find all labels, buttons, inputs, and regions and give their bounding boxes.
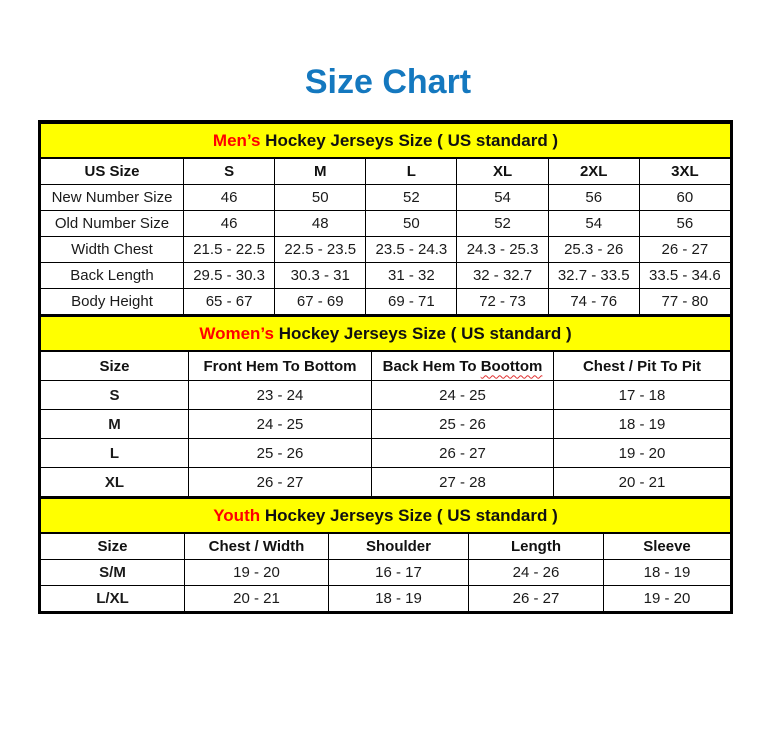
table-row [41, 586, 731, 612]
column-header: Sleeve [604, 533, 731, 560]
column-header: Size [41, 351, 189, 381]
table-cell: 56 [639, 211, 730, 237]
table-row [41, 237, 731, 263]
mens-header-row [41, 158, 731, 185]
table-cell: 26 - 27 [469, 586, 604, 612]
table-cell: 33.5 - 34.6 [639, 263, 730, 289]
table-cell: 69 - 71 [366, 289, 457, 315]
womens-heading-row [41, 316, 731, 351]
table-row [41, 439, 731, 468]
youth-size-table [40, 497, 731, 612]
row-label: M [41, 410, 189, 439]
womens-heading-highlight: Women’s [199, 323, 274, 343]
column-header: Shoulder [329, 533, 469, 560]
mens-section-heading [41, 123, 731, 158]
table-cell: 30.3 - 31 [275, 263, 366, 289]
size-chart-tables [38, 120, 733, 614]
table-cell: 20 - 21 [185, 586, 329, 612]
table-cell: 16 - 17 [329, 560, 469, 586]
table-cell: 25 - 26 [189, 439, 372, 468]
misspelled-word: Boottom [480, 357, 543, 375]
table-cell: 23.5 - 24.3 [366, 237, 457, 263]
youth-section-heading [41, 498, 731, 533]
mens-heading-row [41, 123, 731, 158]
table-cell: 23 - 24 [189, 381, 372, 410]
table-cell: 26 - 27 [372, 439, 554, 468]
table-row [41, 263, 731, 289]
table-cell: 67 - 69 [275, 289, 366, 315]
row-label: Body Height [41, 289, 184, 315]
table-row [41, 410, 731, 439]
table-cell: 17 - 18 [554, 381, 731, 410]
youth-header-row [41, 533, 731, 560]
column-header: Front Hem To Bottom [189, 351, 372, 381]
table-row [41, 560, 731, 586]
column-header: S [184, 158, 275, 185]
table-cell: 54 [548, 211, 639, 237]
table-cell: 24 - 25 [372, 381, 554, 410]
table-cell: 24 - 25 [189, 410, 372, 439]
table-row [41, 185, 731, 211]
table-cell: 54 [457, 185, 548, 211]
mens-size-table [40, 122, 731, 315]
table-cell: 19 - 20 [604, 586, 731, 612]
table-cell: 77 - 80 [639, 289, 730, 315]
row-label: Old Number Size [41, 211, 184, 237]
row-label: S/M [41, 560, 185, 586]
table-cell: 32.7 - 33.5 [548, 263, 639, 289]
column-header: Chest / Pit To Pit [554, 351, 731, 381]
table-cell: 65 - 67 [184, 289, 275, 315]
table-cell: 22.5 - 23.5 [275, 237, 366, 263]
column-header: 3XL [639, 158, 730, 185]
table-cell: 32 - 32.7 [457, 263, 548, 289]
table-cell: 18 - 19 [554, 410, 731, 439]
row-label: Back Length [41, 263, 184, 289]
table-cell: 20 - 21 [554, 468, 731, 497]
column-header: XL [457, 158, 548, 185]
row-label: S [41, 381, 189, 410]
youth-heading-rest: Hockey Jerseys Size ( US standard ) [260, 505, 558, 525]
table-cell: 19 - 20 [185, 560, 329, 586]
column-header: Chest / Width [185, 533, 329, 560]
mens-heading-rest: Hockey Jerseys Size ( US standard ) [260, 130, 559, 150]
table-row [41, 468, 731, 497]
row-label: New Number Size [41, 185, 184, 211]
table-cell: 46 [184, 185, 275, 211]
table-cell: 50 [366, 211, 457, 237]
column-header: M [275, 158, 366, 185]
table-cell: 50 [275, 185, 366, 211]
table-cell: 19 - 20 [554, 439, 731, 468]
womens-header-row [41, 351, 731, 381]
table-cell: 60 [639, 185, 730, 211]
table-cell: 24.3 - 25.3 [457, 237, 548, 263]
row-label: L [41, 439, 189, 468]
table-cell: 21.5 - 22.5 [184, 237, 275, 263]
table-cell: 25 - 26 [372, 410, 554, 439]
table-cell: 18 - 19 [329, 586, 469, 612]
table-row [41, 381, 731, 410]
table-cell: 25.3 - 26 [548, 237, 639, 263]
table-cell: 27 - 28 [372, 468, 554, 497]
womens-size-table [40, 315, 731, 497]
table-cell: 26 - 27 [639, 237, 730, 263]
row-label: L/XL [41, 586, 185, 612]
row-label: XL [41, 468, 189, 497]
womens-section-heading [41, 316, 731, 351]
table-cell: 18 - 19 [604, 560, 731, 586]
womens-heading-rest: Hockey Jerseys Size ( US standard ) [273, 323, 572, 343]
table-cell: 31 - 32 [366, 263, 457, 289]
column-header: Length [469, 533, 604, 560]
table-cell: 56 [548, 185, 639, 211]
table-cell: 74 - 76 [548, 289, 639, 315]
table-row [41, 211, 731, 237]
column-header: Size [41, 533, 185, 560]
youth-heading-highlight: Youth [213, 505, 261, 525]
table-cell: 29.5 - 30.3 [184, 263, 275, 289]
table-cell: 48 [275, 211, 366, 237]
table-cell: 24 - 26 [469, 560, 604, 586]
mens-heading-highlight: Men’s [212, 130, 261, 150]
column-header-text: Back Hem To [382, 357, 481, 375]
table-cell: 52 [366, 185, 457, 211]
table-row [41, 289, 731, 315]
column-header: 2XL [548, 158, 639, 185]
column-header [372, 351, 554, 381]
youth-heading-row [41, 498, 731, 533]
column-header: L [366, 158, 457, 185]
table-cell: 72 - 73 [457, 289, 548, 315]
row-label: Width Chest [41, 237, 184, 263]
table-cell: 52 [457, 211, 548, 237]
table-cell: 26 - 27 [189, 468, 372, 497]
page-title: Size Chart [304, 63, 472, 101]
column-header: US Size [41, 158, 184, 185]
table-cell: 46 [184, 211, 275, 237]
